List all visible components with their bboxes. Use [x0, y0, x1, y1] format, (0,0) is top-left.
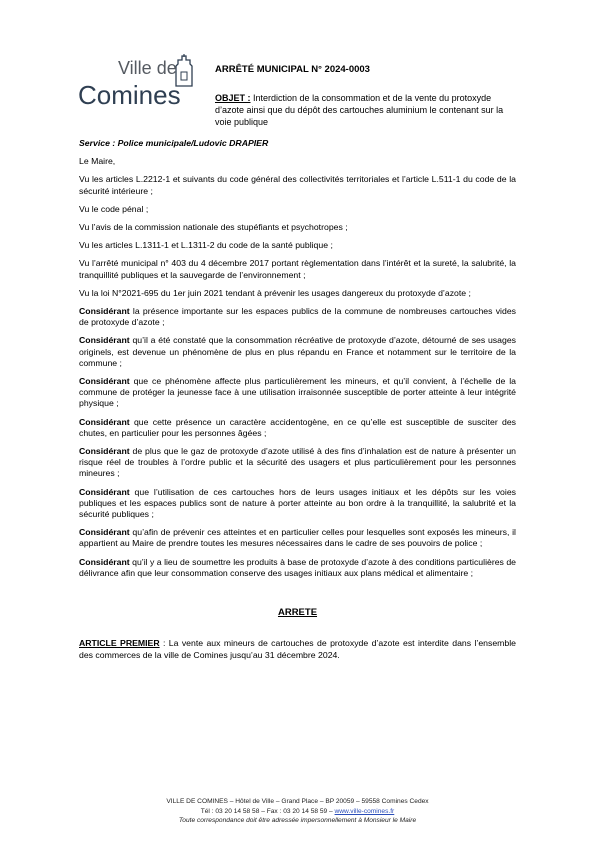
article-text: : La vente aux mineurs de cartouches de protoxyde d’azote est interdite dans l’ensemble des commerces de la ville de Comines jusqu’au 31 décembre 2024.	[79, 638, 516, 660]
paragraph	[79, 258, 516, 280]
paragraph	[79, 156, 516, 167]
paragraph-text: Vu la loi N°2021-695 du 1er juin 2021 tendant à prévenir les usages dangereux du protoxyde d’azote ;	[79, 287, 471, 298]
paragraph	[79, 288, 516, 299]
paragraph-lead: Considérant	[79, 556, 130, 567]
document-body	[79, 138, 516, 668]
paragraph-text: Vu l’arrêté municipal n° 403 du 4 décembre 2017 portant règlementation dans l’intérêt et la sureté, la salubrité, la tranquillité publiques et la sauvegarde de l’environnement ;	[79, 258, 516, 280]
paragraph-text: que l’utilisation de ces cartouches hors de leurs usages initiaux et les dépôts sur les voies publiques et les espaces publics sont de nature à porter atteinte au bon ordre à la tranquillité, la salubrité et la sécurité publiques ;	[79, 486, 516, 520]
paragraph-lead: Considérant	[79, 376, 130, 387]
website-link[interactable]: www.ville-comines.fr	[334, 807, 395, 815]
paragraph	[79, 204, 516, 215]
paragraph-text: Vu les articles L.2212-1 et suivants du code général des collectivités territoriales et l’article L.511-1 du code de la sécurité intérieure ;	[79, 174, 516, 196]
paragraph-text: la présence importante sur les espaces publics de la commune de nombreuses cartouches vides de protoxyde d’azote ;	[79, 306, 516, 328]
paragraph-text: Vu l’avis de la commission nationale des stupéfiants et psychotropes ;	[79, 222, 348, 233]
paragraph	[79, 335, 516, 369]
arrete-heading: ARRETE	[277, 607, 318, 619]
paragraph-lead: Considérant	[79, 527, 130, 538]
paragraph-lead: Considérant	[79, 416, 130, 427]
objet-label: OBJET :	[215, 93, 251, 103]
objet-text: Interdiction de la consommation et de la vente du protoxyde d’azote ainsi que du dépôt des cartouches aluminium le contenant sur la voie publique	[215, 93, 504, 127]
paragraph	[79, 557, 516, 579]
objet-block	[215, 92, 515, 128]
footer-phone-fax: Tél : 03 20 14 58 58 – Fax : 03 20 14 58 59 –	[200, 807, 335, 815]
paragraph	[79, 446, 516, 480]
paragraph	[79, 240, 516, 251]
page-footer	[0, 797, 595, 826]
paragraph-text: Vu les articles L.1311-1 et L.1311-2 du code de la santé publique ;	[79, 240, 333, 251]
paragraph-text: de plus que le gaz de protoxyde d’azote utilisé à des fins d’inhalation est de nature à présenter un risque réel de troubles à l’ordre public et la sécurité des usagers et plus particulièrement pour les personnes mineures ;	[79, 446, 516, 479]
paragraph-text: que cette présence un caractère accidentogène, en ce qu’elle est susceptible de susciter des chutes, en particulier pour les personnes âgées ;	[79, 416, 516, 438]
article-label: ARTICLE PREMIER	[79, 638, 160, 649]
logo-comines-text: Comines	[78, 80, 181, 110]
paragraph	[79, 417, 516, 439]
footer-address: VILLE DE COMINES – Hôtel de Ville – Grand Place – BP 20059 – 59558 Comines Cedex	[166, 798, 429, 805]
footer-note: Toute correspondance doit être adressée impersonnellement à Monsieur le Maire	[178, 817, 417, 824]
paragraph	[79, 376, 516, 410]
logo-ville-text: Ville de	[118, 58, 177, 78]
paragraph-text: qu’afin de prévenir ces atteintes et en particulier celles pour lesquelles sont exposés les mineurs, il appartient au Maire de prendre toutes les mesures nécessaires dans le cadre de ses pouvoirs de police ;	[79, 527, 516, 549]
paragraph-text: qu’il a été constaté que la consommation récréative de protoxyde d’azote, détourné de ses usages originels, est devenue un phénomène de plus en plus répandu en France et notamment sur le territoire de la commune ;	[79, 335, 516, 368]
paragraph-text: que ce phénomène affecte plus particulièrement les mineurs, et qu’il convient, à l’échelle de la commune de protéger la jeunesse face à une utilisation irraisonnée susceptible de porter atteinte à leur intégrité physique ;	[79, 376, 516, 409]
paragraph-lead: Considérant	[79, 306, 130, 317]
paragraph	[79, 527, 516, 549]
paragraph	[79, 222, 516, 233]
paragraph-lead: Considérant	[79, 486, 130, 497]
paragraph	[79, 487, 516, 521]
paragraph-text: Le Maire,	[79, 156, 116, 167]
paragraph-list	[79, 156, 516, 579]
service-line: Service : Police municipale/Ludovic DRAPIER	[79, 138, 269, 148]
document-title: ARRÊTÉ MUNICIPAL N° 2024-0003	[215, 64, 370, 75]
paragraph-text: qu’il y a lieu de soumettre les produits à base de protoxyde d’azote à des conditions particulières de délivrance afin que leur consommation conserve des usages initiaux aux plans médical et alimentaire ;	[79, 556, 516, 578]
paragraph-lead: Considérant	[79, 446, 130, 457]
paragraph	[79, 174, 516, 196]
article-premier	[79, 638, 516, 660]
paragraph	[79, 306, 516, 328]
paragraph-lead: Considérant	[79, 335, 130, 346]
paragraph-text: Vu le code pénal ;	[79, 203, 149, 214]
footer-contact	[0, 807, 595, 817]
